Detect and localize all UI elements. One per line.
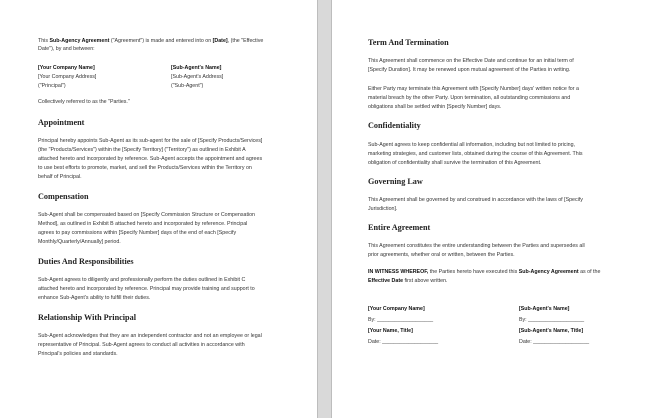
party-agent-name: [Sub-Agent's Name]: [171, 65, 222, 71]
section-heading-term: Term And Termination: [368, 38, 449, 47]
body-line: enhance Sub-Agent's ability to fulfill their duties.: [38, 295, 151, 301]
signature-agent-name: [Sub-Agent's Name]: [519, 306, 570, 312]
intro-agreement-name: Sub-Agency Agreement: [49, 38, 110, 44]
section-heading-appointment: Appointment: [38, 118, 85, 127]
party-agent-address: [Sub-Agent's Address]: [171, 74, 224, 80]
section-heading-duties: Duties And Responsibilities: [38, 257, 134, 266]
body-line: material breach by the other Party. Upon termination, all outstanding commissions and: [368, 95, 571, 101]
signature-agent-date[interactable]: Date: ___________________: [519, 338, 590, 345]
section-body-confidentiality: [368, 141, 583, 168]
signature-block-agent: [519, 305, 589, 348]
section-body-term-p2: [368, 85, 579, 112]
witness-text: the Parties hereto have executed this: [428, 269, 519, 275]
party-company-name: [Your Company Name]: [38, 65, 95, 71]
section-body-governing-law: [368, 196, 583, 214]
body-line: Method], as outlined in Exhibit B attached hereto and incorporated by reference. Principal: [38, 221, 248, 227]
body-line: (the "Products/Services") within the [Specify Territory] ("Territory") as outlined in Exhibit A: [38, 147, 246, 153]
party-agent-role: ("Sub-Agent"): [171, 83, 204, 89]
signature-company-by[interactable]: By: ___________________: [368, 316, 434, 323]
body-line: Jurisdiction].: [368, 206, 398, 212]
body-line: Either Party may terminate this Agreement with [Specify Number] days' written notice for a: [368, 86, 579, 92]
intro-text: This: [38, 38, 50, 44]
section-body-appointment: [38, 137, 262, 182]
section-heading-entire-agreement: Entire Agreement: [368, 223, 431, 232]
body-line: behalf of Principal.: [38, 174, 82, 180]
signature-agent-by[interactable]: By: ___________________: [519, 316, 585, 323]
document-page-1: [0, 0, 318, 418]
collective-note: Collectively referred to as the "Parties.": [38, 99, 130, 105]
witness-effective-date: Effective Date: [368, 278, 404, 284]
signature-company-title: [Your Name, Title]: [368, 327, 413, 334]
witness-clause: [368, 268, 600, 286]
body-line: marketing strategies, and customer lists, obtained during the course of this Agreement. This: [368, 151, 583, 157]
body-line: to use best efforts to promote, market, and sell the Products/Services within the Territory on: [38, 165, 252, 171]
section-body-entire-agreement: [368, 242, 585, 260]
signature-company-date[interactable]: Date: ___________________: [368, 338, 439, 345]
body-line: Sub-Agent acknowledges that they are an independent contractor and not an employee or legal: [38, 333, 262, 339]
body-line: [Specify Duration]. It may be renewed upon mutual agreement of the Parties in writing.: [368, 67, 571, 73]
intro-text: ("Agreement") is made and entered into on: [109, 38, 213, 44]
party-company-role: ("Principal"): [38, 83, 66, 89]
section-heading-compensation: Compensation: [38, 192, 89, 201]
witness-bold: IN WITNESS WHEREOF,: [368, 269, 429, 275]
body-line: attached hereto and incorporated by reference. Sub-Agent accepts the appointment and agrees: [38, 156, 263, 162]
witness-agreement-name: Sub-Agency Agreement: [518, 269, 579, 275]
signature-agent-title: [Sub-Agent's Name, Title]: [519, 327, 584, 334]
body-line: obligation of confidentiality shall survive the termination of this Agreement.: [368, 160, 542, 166]
section-heading-governing-law: Governing Law: [368, 177, 423, 186]
body-line: Sub-Agent agrees to keep confidential all information, including but not limited to pricing,: [368, 142, 575, 148]
party-company-block: [38, 64, 96, 91]
body-line: This Agreement shall commence on the Effective Date and continue for an initial term of: [368, 58, 574, 64]
witness-line-1: [368, 268, 600, 277]
party-company-address: [Your Company Address]: [38, 74, 97, 80]
intro-line-2: Date"), by and between:: [38, 46, 95, 52]
signature-company-name: [Your Company Name]: [368, 306, 425, 312]
body-line: This Agreement constitutes the entire understanding between the Parties and supersedes all: [368, 243, 585, 249]
section-body-term-p1: [368, 57, 574, 75]
witness-text: as of the: [578, 269, 601, 275]
body-line: obligations shall be settled within [Specify Number] days.: [368, 104, 502, 110]
body-line: Principal's policies and standards.: [38, 351, 118, 357]
body-line: representative of Principal. Sub-Agent agrees to conduct all activities in accordance with: [38, 342, 245, 348]
document-page-2: [331, 0, 652, 418]
body-line: Sub-Agent shall be compensated based on [Specify Commission Structure or Compensation: [38, 212, 255, 218]
intro-date: [Date]: [212, 38, 228, 44]
party-agent-block: [171, 64, 223, 91]
body-line: prior agreements, whether oral or written, between the Parties.: [368, 252, 515, 258]
body-line: Sub-Agent agrees to diligently and professionally perform the duties outlined in Exhibit C: [38, 277, 246, 283]
section-body-compensation: [38, 211, 255, 247]
section-heading-confidentiality: Confidentiality: [368, 121, 421, 130]
body-line: This Agreement shall be governed by and construed in accordance with the laws of [Specify: [368, 197, 583, 203]
body-line: Principal hereby appoints Sub-Agent as its sub-agent for the sale of [Specify Products/Services]: [38, 138, 263, 144]
section-body-duties: [38, 276, 255, 303]
body-line: attached hereto and incorporated by reference. Principal may provide training and support to: [38, 286, 255, 292]
witness-line-2: [368, 277, 600, 286]
signature-block-company: [368, 305, 438, 348]
intro-text: , (the "Effective: [227, 38, 264, 44]
witness-text: first above written.: [403, 278, 448, 284]
body-line: agrees to pay commissions within [Specify Number] days of the end of each [Specify: [38, 230, 237, 236]
section-heading-relationship: Relationship With Principal: [38, 313, 136, 322]
section-body-relationship: [38, 332, 262, 359]
body-line: Monthly/Quarterly/Annually] period.: [38, 239, 121, 245]
